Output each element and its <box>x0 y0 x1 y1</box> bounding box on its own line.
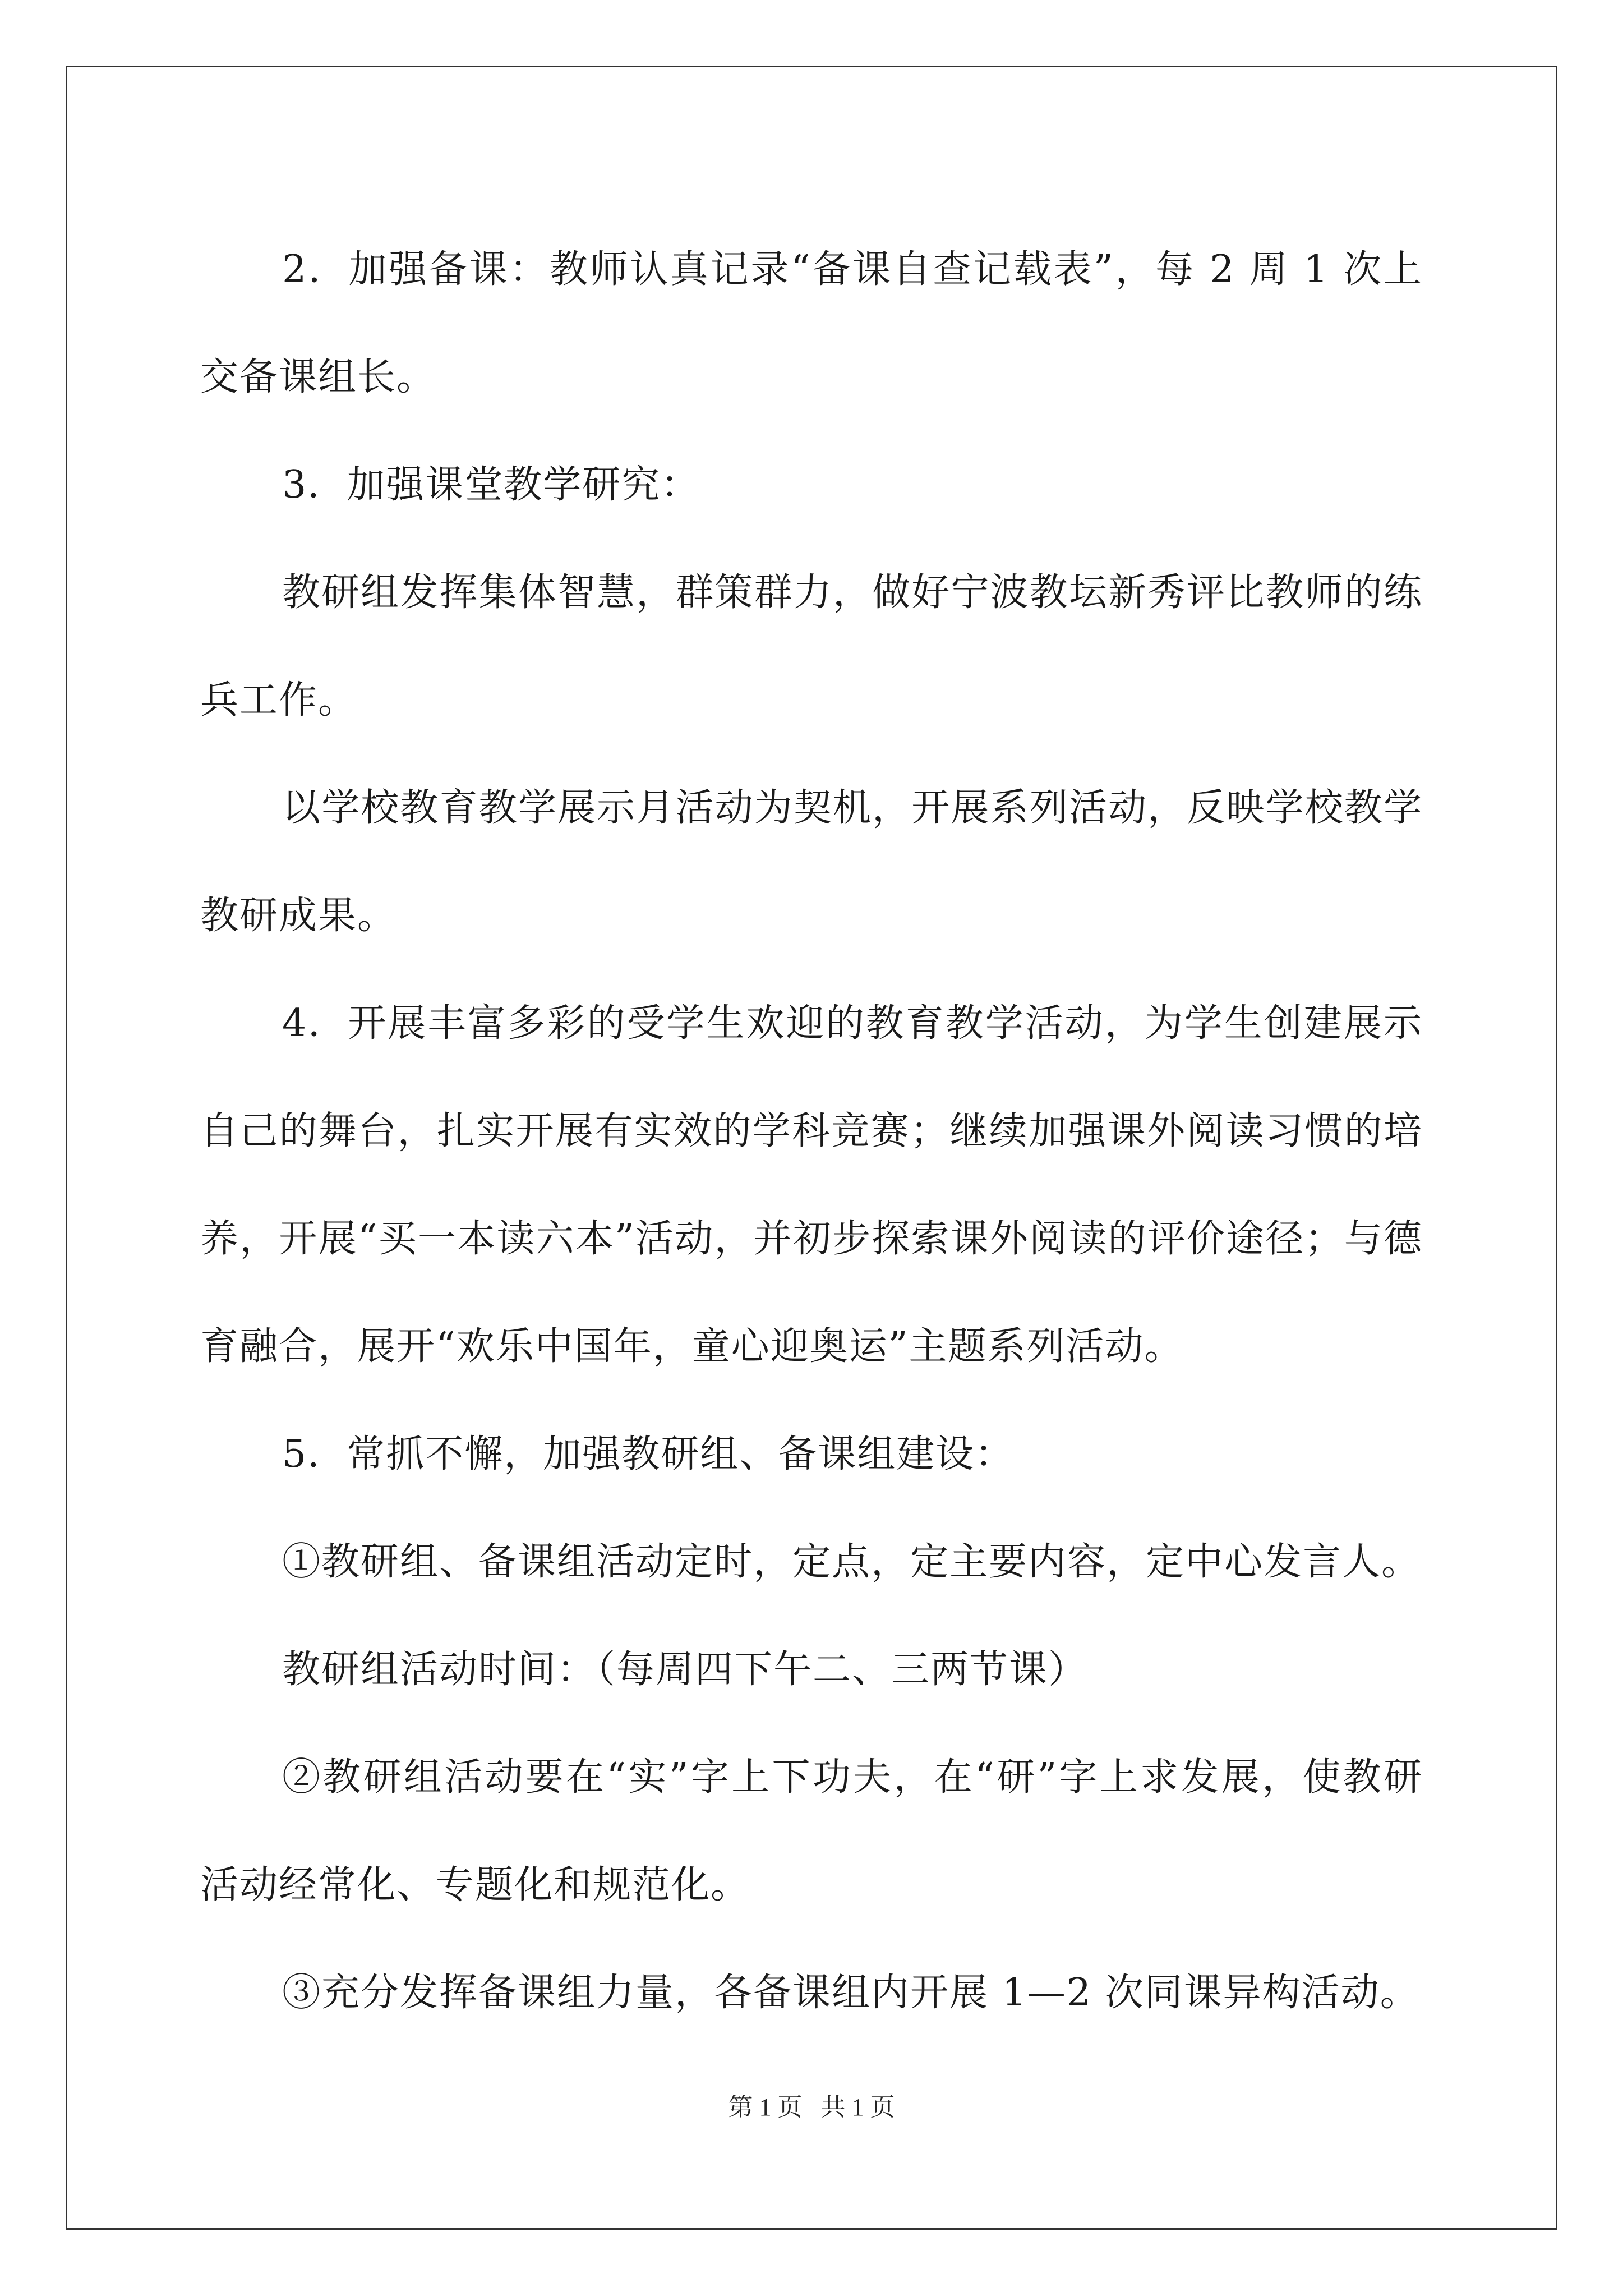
page-number-footer: 第 1 页 共 1 页 <box>728 2093 895 2121</box>
paragraph: 2．加强备课：教师认真记录“备课自查记载表”，每 2 周 1 次上交备课组长。 <box>200 247 1423 399</box>
document-body <box>200 216 1423 2047</box>
paragraph: 教研组发挥集体智慧，群策群力，做好宁波教坛新秀评比教师的练兵工作。 <box>200 570 1423 723</box>
paragraph: 4．开展丰富多彩的受学生欢迎的教育教学活动，为学生创建展示自己的舞台，扎实开展有实效的学科竞赛；继续加强课外阅读习惯的培养，开展“买一本读六本”活动，并初步探索课外阅读的评价途径；与德育融合，展开“欢乐中国年，童心迎奥运”主题系列活动。 <box>200 1001 1423 1369</box>
paragraph: 以学校教育教学展示月活动为契机，开展系列活动，反映学校教学教研成果。 <box>200 786 1423 938</box>
paragraph: ③充分发挥备课组力量，各备课组内开展 1—2 次同课异构活动。 <box>282 1971 1419 2015</box>
paragraph: 教研组活动时间：（每周四下午二、三两节课） <box>282 1648 1088 1692</box>
paragraph: 3．加强课堂教学研究： <box>282 463 700 507</box>
paragraph: ②教研组活动要在“实”字上下功夫，在“研”字上求发展，使教研活动经常化、专题化和规范化。 <box>200 1755 1423 1907</box>
paragraph: 5．常抓不懈，加强教研组、备课组建设： <box>282 1432 1015 1476</box>
paragraph: ①教研组、备课组活动定时，定点，定主要内容，定中心发言人。 <box>282 1540 1421 1584</box>
